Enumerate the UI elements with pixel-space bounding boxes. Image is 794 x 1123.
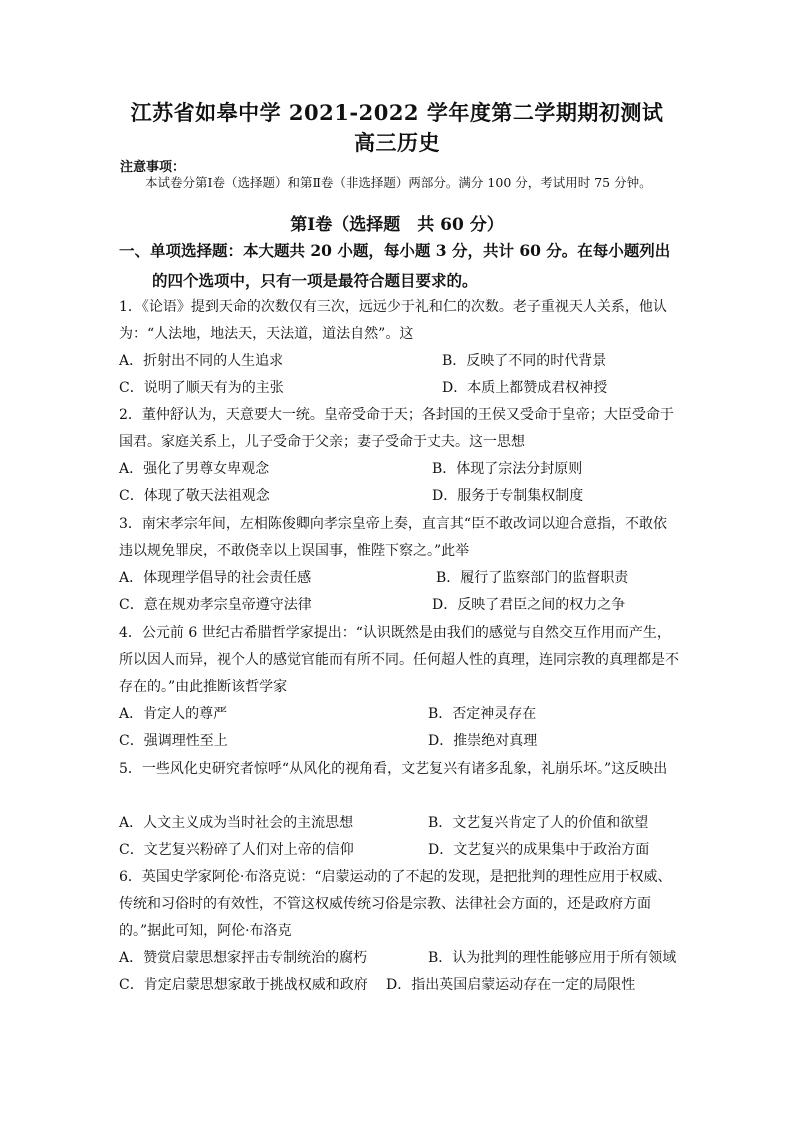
notice-body: 本试卷分第Ⅰ卷（选择题）和第Ⅱ卷（非选择题）两部分。满分 100 分，考试用时 75 分钟。 [145, 175, 652, 190]
question-3-option-a: A．体现理学倡导的社会责任感 [119, 570, 312, 586]
question-5-option-b: B．文艺复兴肯定了人的价值和欲望 [428, 815, 649, 831]
question-2-option-b: B．体现了宗法分封原则 [432, 461, 583, 477]
question-6-stem: 6．英国史学家阿伦·布洛克说：“启蒙运动的了不起的发现，是把批判的理性应用于权威、传统和习俗时的有效性，不管这权威传统习俗是宗教、法律社会方面的，还是政府方面的。”据此可知，阿伦·布洛克 [119, 869, 672, 939]
exam-subject: 高三历史 [354, 130, 440, 155]
question-6-option-d: D．指出英国启蒙运动存在一定的局限性 [386, 977, 636, 993]
question-4-option-b: B．否定神灵存在 [428, 706, 537, 722]
question-4-option-d: D．推崇绝对真理 [428, 733, 538, 749]
question-5-option-c: C．文艺复兴粉碎了人们对上帝的信仰 [119, 842, 354, 858]
question-1-stem: 1．《论语》提到天命的次数仅有三次，远远少于礼和仁的次数。老子重视天人关系，他认为：“人法地，地法天，天法道，道法自然”。这 [119, 299, 667, 342]
question-1-option-a: A．折射出不同的人生追求 [119, 353, 284, 369]
question-1-option-d: D．本质上都赞成君权神授 [442, 380, 608, 396]
question-3-stem: 3．南宋孝宗年间，左相陈俊卿向孝宗皇帝上奏，直言其“臣不敢改词以迎合意指，不敢依违以规免罪戾，不敢侥幸以上误国事，惟陛下察之。”此举 [119, 516, 668, 559]
question-6-option-a: A．赞赏启蒙思想家抨击专制统治的腐朽 [119, 950, 368, 966]
notice-heading: 注意事项： [120, 160, 186, 175]
question-3-option-c: C．意在规劝孝宗皇帝遵守法律 [119, 597, 312, 613]
question-3-option-d: D．反映了君臣之间的权力之争 [432, 597, 626, 613]
question-6-option-b: B．认为批判的理性能够应用于所有领域 [428, 950, 677, 966]
question-2-stem: 2．董仲舒认为，天意要大一统。皇帝受命于天；各封国的王侯又受命于皇帝；大臣受命于国君。家庭关系上，儿子受命于父亲；妻子受命于丈夫。这一思想 [119, 407, 674, 450]
part-instructions [119, 236, 679, 296]
question-5-stem: 5．一些风化史研究者惊呼“从风化的视角看，文艺复兴有诸多乱象，礼崩乐坏。”这反映出 [119, 761, 668, 777]
question-2-option-a: A．强化了男尊女卑观念 [119, 461, 270, 477]
question-4-option-a: A．肯定人的尊严 [119, 706, 228, 722]
question-4-option-c: C．强调理性至上 [119, 733, 228, 749]
question-5-option-a: A．人文主义成为当时社会的主流思想 [119, 815, 354, 831]
exam-title: 江苏省如皋中学 2021-2022 学年度第二学期期初测试 [130, 100, 664, 125]
question-1-option-b: B．反映了不同的时代背景 [442, 353, 607, 369]
question-3-option-b: B．履行了监察部门的监督职责 [436, 570, 629, 586]
question-5-option-d: D．文艺复兴的成果集中于政治方面 [428, 842, 650, 858]
question-4-stem: 4．公元前 6 世纪古希腊哲学家提出：“认识既然是由我们的感觉与自然交互作用而产生，所以因人而异，视个人的感觉官能而有所不同。任何超人性的真理，连同宗教的真理都是不存在的。”由此推断该哲学家 [119, 625, 679, 695]
question-2-option-d: D．服务于专制集权制度 [432, 488, 584, 504]
question-6-option-c: C．肯定启蒙思想家敢于挑战权威和政府 [119, 977, 368, 993]
question-2-option-c: C．体现了敬天法祖观念 [119, 488, 270, 504]
part-instructions-line2: 的四个选项中，只有一项是最符合题目要求的。 [152, 271, 478, 290]
part-instructions-line1: 一、单项选择题：本大题共 20 小题，每小题 3 分，共计 60 分。在每小题列出 [119, 241, 671, 260]
section-title: 第Ⅰ卷（选择题 共 60 分） [290, 215, 504, 235]
question-1-option-c: C．说明了顺天有为的主张 [119, 380, 284, 396]
